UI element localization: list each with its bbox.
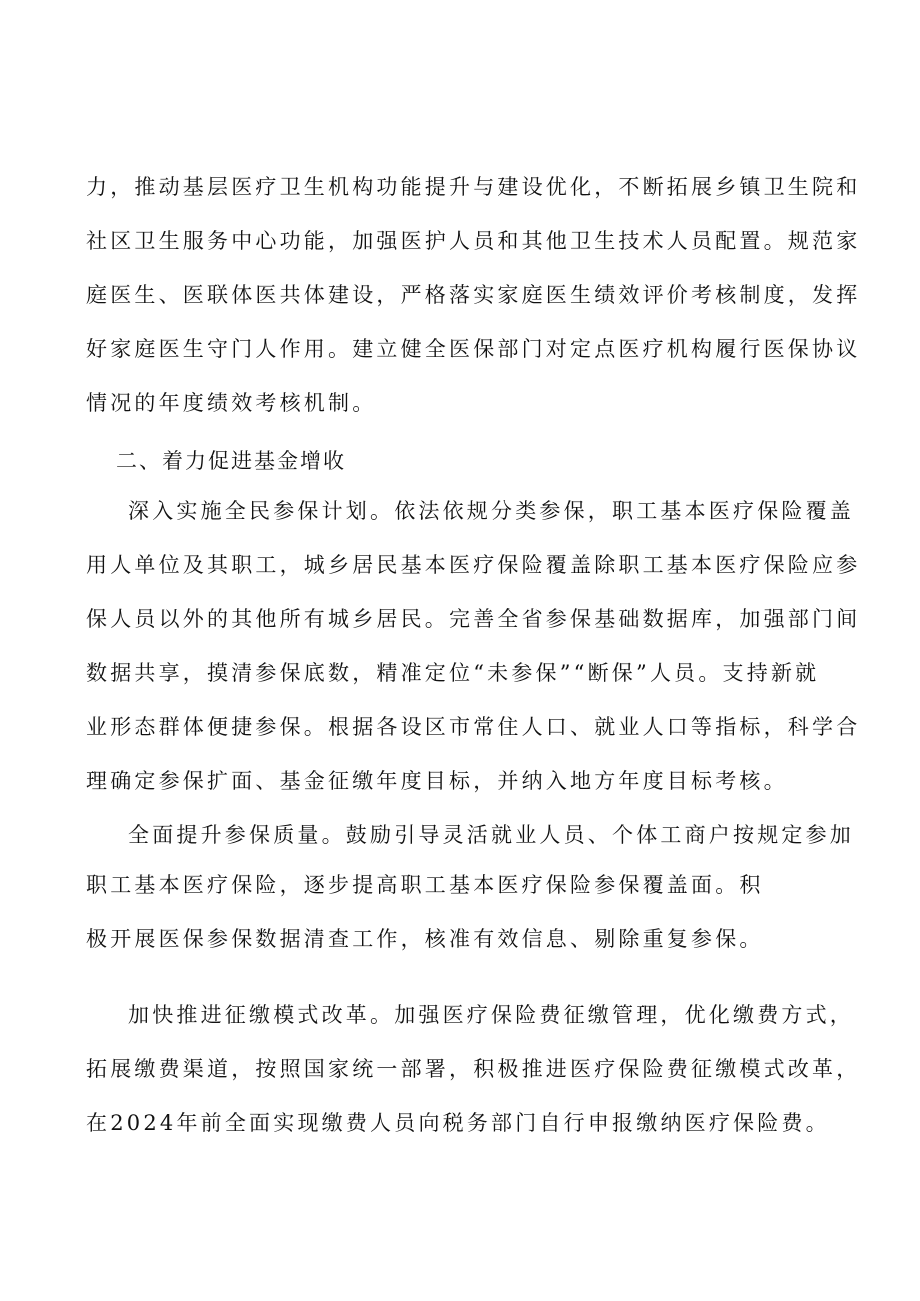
paragraph-3-line-2: 职工基本医疗保险，逐步提高职工基本医疗保险参保覆盖面。积 xyxy=(86,873,764,897)
paragraph-2-line-4: 数据共享，摸清参保底数，精准定位“未参保”“断保”人员。支持新就 xyxy=(86,661,820,685)
paragraph-1-line-4: 好家庭医生守门人作用。建立健全医保部门对定点医疗机构履行医保协议 xyxy=(86,337,861,361)
paragraph-2-line-5: 业形态群体便捷参保。根据各设区市常住人口、就业人口等指标，科学合 xyxy=(86,715,861,739)
paragraph-3-line-3: 极开展医保参保数据清查工作，核准有效信息、剔除重复参保。 xyxy=(86,927,764,951)
paragraph-4-line-3: 在2024年前全面实现缴费人员向税务部门自行申报缴纳医疗保险费。 xyxy=(86,1111,830,1135)
paragraph-1-line-1: 力，推动基层医疗卫生机构功能提升与建设优化，不断拓展乡镇卫生院和 xyxy=(86,175,861,199)
paragraph-4-line-1: 加快推进征缴模式改革。加强医疗保险费征缴管理，优化缴费方式， xyxy=(128,1003,854,1027)
paragraph-1-line-5: 情况的年度绩效考核机制。 xyxy=(86,391,377,415)
paragraph-1-line-2: 社区卫生服务中心功能，加强医护人员和其他卫生技术人员配置。规范家 xyxy=(86,229,861,253)
paragraph-2-line-1: 深入实施全民参保计划。依法依规分类参保，职工基本医疗保险覆盖 xyxy=(128,499,854,523)
paragraph-3-line-1: 全面提升参保质量。鼓励引导灵活就业人员、个体工商户按规定参加 xyxy=(128,823,854,847)
paragraph-2-line-2: 用人单位及其职工，城乡居民基本医疗保险覆盖除职工基本医疗保险应参 xyxy=(86,553,861,577)
paragraph-2-line-3: 保人员以外的其他所有城乡居民。完善全省参保基础数据库，加强部门间 xyxy=(86,607,861,631)
paragraph-1-line-3: 庭医生、医联体医共体建设，严格落实家庭医生绩效评价考核制度，发挥 xyxy=(86,283,861,307)
paragraph-4-line-2: 拓展缴费渠道，按照国家统一部署，积极推进医疗保险费征缴模式改革， xyxy=(86,1057,861,1081)
section-heading: 二、着力促进基金增收 xyxy=(116,449,346,473)
paragraph-2-line-6: 理确定参保扩面、基金征缴年度目标，并纳入地方年度目标考核。 xyxy=(86,769,788,793)
